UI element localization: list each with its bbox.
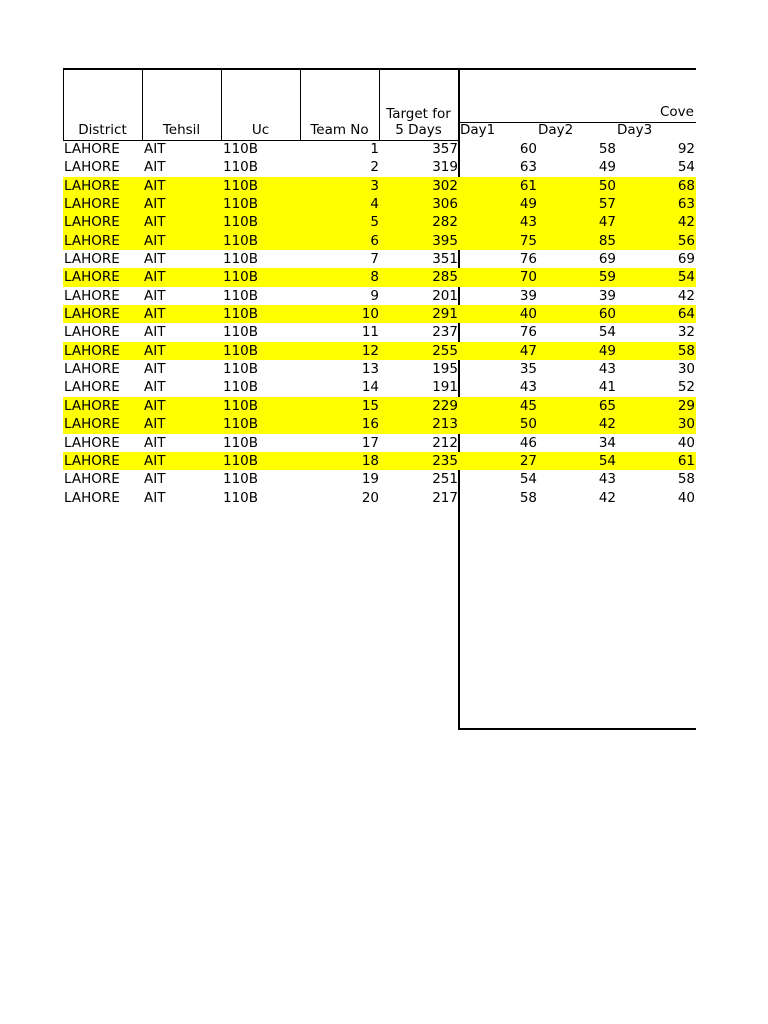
cell-target[interactable]: 235 xyxy=(432,452,458,469)
table-row[interactable] xyxy=(63,489,696,507)
table-row[interactable] xyxy=(63,195,696,213)
table-row[interactable] xyxy=(63,177,696,195)
coverage-bottom-border xyxy=(458,728,696,730)
cell-day2[interactable]: 49 xyxy=(598,159,616,176)
header-target-line1: Target for xyxy=(386,106,451,122)
cell-uc[interactable]: 110B xyxy=(223,251,259,268)
cell-district[interactable]: LAHORE xyxy=(64,141,120,157)
table-row[interactable] xyxy=(63,360,696,378)
cell-target[interactable]: 357 xyxy=(432,141,458,157)
cell-day1[interactable]: 54 xyxy=(519,471,537,488)
header-day2: Day2 xyxy=(538,122,574,138)
cell-target[interactable]: 302 xyxy=(432,177,458,194)
cell-day3[interactable]: 32 xyxy=(677,324,695,341)
cell-day3[interactable]: 92 xyxy=(677,141,695,157)
cell-day3[interactable]: 58 xyxy=(677,342,695,359)
cell-target[interactable]: 306 xyxy=(432,196,458,213)
header-day1: Day1 xyxy=(460,122,496,138)
cell-target[interactable]: 319 xyxy=(432,159,458,176)
cell-day2[interactable]: 42 xyxy=(598,416,616,433)
cell-day3[interactable]: 63 xyxy=(677,196,695,213)
cell-day3[interactable]: 54 xyxy=(677,269,695,286)
cell-tehsil[interactable]: AIT xyxy=(144,141,166,157)
cell-uc[interactable]: 110B xyxy=(223,379,259,396)
cell-day3[interactable]: 58 xyxy=(677,471,695,488)
cell-team-no[interactable]: 8 xyxy=(370,269,379,286)
cell-target[interactable]: 291 xyxy=(432,306,458,323)
cell-tehsil[interactable]: AIT xyxy=(144,471,166,488)
cell-tehsil[interactable]: AIT xyxy=(144,416,166,433)
cell-day2[interactable]: 34 xyxy=(598,434,616,451)
cell-target[interactable]: 201 xyxy=(432,287,458,304)
cell-day3[interactable]: 52 xyxy=(677,379,695,396)
table-row[interactable] xyxy=(63,378,696,396)
cell-district[interactable]: LAHORE xyxy=(64,306,120,323)
cell-team-no[interactable]: 13 xyxy=(361,361,379,378)
cell-team-no[interactable]: 7 xyxy=(370,251,379,268)
cell-uc[interactable]: 110B xyxy=(223,177,259,194)
cell-target[interactable]: 191 xyxy=(432,379,458,396)
cell-day1[interactable]: 40 xyxy=(519,306,537,323)
cell-day2[interactable]: 65 xyxy=(598,397,616,414)
cell-district[interactable]: LAHORE xyxy=(64,342,120,359)
cell-day1[interactable]: 45 xyxy=(519,397,537,414)
cell-day3[interactable]: 40 xyxy=(677,489,695,506)
cell-day1[interactable]: 70 xyxy=(519,269,537,286)
cell-tehsil[interactable]: AIT xyxy=(144,489,166,506)
cell-team-no[interactable]: 19 xyxy=(361,471,379,488)
table-row[interactable] xyxy=(63,452,696,470)
cell-team-no[interactable]: 1 xyxy=(370,141,379,157)
header-tehsil: Tehsil xyxy=(162,122,201,138)
cell-team-no[interactable]: 17 xyxy=(361,434,379,451)
table-row[interactable] xyxy=(63,415,696,433)
cell-day3[interactable]: 42 xyxy=(677,287,695,304)
cell-target[interactable]: 282 xyxy=(432,214,458,231)
cell-tehsil[interactable]: AIT xyxy=(144,379,166,396)
cell-day1[interactable]: 46 xyxy=(519,434,537,451)
cell-team-no[interactable]: 10 xyxy=(361,306,379,323)
table-row[interactable] xyxy=(63,287,696,305)
cell-district[interactable]: LAHORE xyxy=(64,434,120,451)
cell-uc[interactable]: 110B xyxy=(223,489,259,506)
cell-district[interactable]: LAHORE xyxy=(64,416,120,433)
cell-tehsil[interactable]: AIT xyxy=(144,159,166,176)
cell-uc[interactable]: 110B xyxy=(223,361,259,378)
cell-day2[interactable]: 58 xyxy=(598,141,616,157)
cell-team-no[interactable]: 4 xyxy=(370,196,379,213)
cell-team-no[interactable]: 14 xyxy=(361,379,379,396)
cell-tehsil[interactable]: AIT xyxy=(144,324,166,341)
cell-day2[interactable]: 54 xyxy=(598,452,616,469)
cell-day1[interactable]: 35 xyxy=(519,361,537,378)
header-uc: Uc xyxy=(251,122,270,138)
cell-team-no[interactable]: 3 xyxy=(370,177,379,194)
table-row[interactable] xyxy=(63,213,696,231)
cell-target[interactable]: 285 xyxy=(432,269,458,286)
cell-district[interactable]: LAHORE xyxy=(64,324,120,341)
cell-day2[interactable]: 59 xyxy=(598,269,616,286)
cell-uc[interactable]: 110B xyxy=(223,452,259,469)
cell-day2[interactable]: 47 xyxy=(598,214,616,231)
cell-target[interactable]: 351 xyxy=(432,251,458,268)
cell-day3[interactable]: 68 xyxy=(677,177,695,194)
cell-team-no[interactable]: 15 xyxy=(361,397,379,414)
cell-uc[interactable]: 110B xyxy=(223,324,259,341)
cell-uc[interactable]: 110B xyxy=(223,196,259,213)
cell-tehsil[interactable]: AIT xyxy=(144,287,166,304)
cell-district[interactable]: LAHORE xyxy=(64,397,120,414)
table-row[interactable] xyxy=(63,397,696,415)
header-team-no: Team No xyxy=(310,122,369,138)
cell-day2[interactable]: 57 xyxy=(598,196,616,213)
cell-target[interactable]: 229 xyxy=(432,397,458,414)
cell-uc[interactable]: 110B xyxy=(223,434,259,451)
cell-target[interactable]: 217 xyxy=(432,489,458,506)
cell-day1[interactable]: 76 xyxy=(519,324,537,341)
cell-day2[interactable]: 41 xyxy=(598,379,616,396)
cell-target[interactable]: 213 xyxy=(432,416,458,433)
table-row[interactable] xyxy=(63,305,696,323)
cell-tehsil[interactable]: AIT xyxy=(144,269,166,286)
cell-team-no[interactable]: 5 xyxy=(370,214,379,231)
cell-district[interactable]: LAHORE xyxy=(64,489,120,506)
cell-uc[interactable]: 110B xyxy=(223,471,259,488)
cell-team-no[interactable]: 16 xyxy=(361,416,379,433)
cell-district[interactable]: LAHORE xyxy=(64,232,120,249)
cell-team-no[interactable]: 2 xyxy=(370,159,379,176)
cell-district[interactable]: LAHORE xyxy=(64,159,120,176)
cell-day2[interactable]: 60 xyxy=(598,306,616,323)
cell-uc[interactable]: 110B xyxy=(223,214,259,231)
cell-day1[interactable]: 63 xyxy=(519,159,537,176)
cell-uc[interactable]: 110B xyxy=(223,232,259,249)
cell-uc[interactable]: 110B xyxy=(223,306,259,323)
cell-tehsil[interactable]: AIT xyxy=(144,214,166,231)
cell-day2[interactable]: 39 xyxy=(598,287,616,304)
cell-uc[interactable]: 110B xyxy=(223,159,259,176)
cell-day2[interactable]: 54 xyxy=(598,324,616,341)
cell-day2[interactable]: 69 xyxy=(598,251,616,268)
header-coverage: Cove xyxy=(660,104,694,120)
cell-day2[interactable]: 43 xyxy=(598,361,616,378)
cell-district[interactable]: LAHORE xyxy=(64,214,120,231)
cell-tehsil[interactable]: AIT xyxy=(144,177,166,194)
cell-target[interactable]: 195 xyxy=(432,361,458,378)
cell-uc[interactable]: 110B xyxy=(223,141,259,157)
table-row[interactable] xyxy=(63,470,696,488)
cell-district[interactable]: LAHORE xyxy=(64,361,120,378)
cell-district[interactable]: LAHORE xyxy=(64,196,120,213)
cell-day1[interactable]: 43 xyxy=(519,379,537,396)
cell-uc[interactable]: 110B xyxy=(223,269,259,286)
cell-target[interactable]: 251 xyxy=(432,471,458,488)
cell-target[interactable]: 212 xyxy=(432,434,458,451)
cell-district[interactable]: LAHORE xyxy=(64,269,120,286)
cell-tehsil[interactable]: AIT xyxy=(144,232,166,249)
cell-team-no[interactable]: 11 xyxy=(361,324,379,341)
cell-day3[interactable]: 30 xyxy=(677,416,695,433)
cell-team-no[interactable]: 20 xyxy=(361,489,379,506)
cell-target[interactable]: 395 xyxy=(432,232,458,249)
cell-day2[interactable]: 50 xyxy=(598,177,616,194)
cell-day2[interactable]: 42 xyxy=(598,489,616,506)
cell-day3[interactable]: 56 xyxy=(677,232,695,249)
cell-uc[interactable]: 110B xyxy=(223,342,259,359)
cell-team-no[interactable]: 6 xyxy=(370,232,379,249)
cell-day1[interactable]: 76 xyxy=(519,251,537,268)
cell-team-no[interactable]: 18 xyxy=(361,452,379,469)
cell-district[interactable]: LAHORE xyxy=(64,471,120,488)
cell-tehsil[interactable]: AIT xyxy=(144,361,166,378)
cell-tehsil[interactable]: AIT xyxy=(144,251,166,268)
header-target-line2: 5 Days xyxy=(395,122,442,138)
cell-uc[interactable]: 110B xyxy=(223,397,259,414)
cell-district[interactable]: LAHORE xyxy=(64,379,120,396)
cell-district[interactable]: LAHORE xyxy=(64,287,120,304)
cell-day1[interactable]: 50 xyxy=(519,416,537,433)
cell-district[interactable]: LAHORE xyxy=(64,452,120,469)
cell-day2[interactable]: 85 xyxy=(598,232,616,249)
cell-day2[interactable]: 43 xyxy=(598,471,616,488)
cell-day3[interactable]: 42 xyxy=(677,214,695,231)
cell-day1[interactable]: 58 xyxy=(519,489,537,506)
cell-tehsil[interactable]: AIT xyxy=(144,306,166,323)
cell-day3[interactable]: 69 xyxy=(677,251,695,268)
cell-day3[interactable]: 54 xyxy=(677,159,695,176)
cell-tehsil[interactable]: AIT xyxy=(144,342,166,359)
cell-day1[interactable]: 47 xyxy=(519,342,537,359)
cell-day3[interactable]: 61 xyxy=(677,452,695,469)
data-rows xyxy=(63,140,696,507)
cell-day1[interactable]: 61 xyxy=(519,177,537,194)
cell-day3[interactable]: 64 xyxy=(677,306,695,323)
cell-day1[interactable]: 60 xyxy=(519,141,537,157)
table-row[interactable] xyxy=(63,268,696,286)
table-row[interactable] xyxy=(63,250,696,268)
table-row[interactable] xyxy=(63,323,696,341)
table-row[interactable] xyxy=(63,158,696,176)
cell-day1[interactable]: 49 xyxy=(519,196,537,213)
cell-day3[interactable]: 29 xyxy=(677,397,695,414)
cell-day1[interactable]: 39 xyxy=(519,287,537,304)
cell-target[interactable]: 255 xyxy=(432,342,458,359)
cell-day1[interactable]: 27 xyxy=(519,452,537,469)
cell-day2[interactable]: 49 xyxy=(598,342,616,359)
cell-uc[interactable]: 110B xyxy=(223,287,259,304)
cell-day3[interactable]: 30 xyxy=(677,361,695,378)
table-row[interactable] xyxy=(63,232,696,250)
cell-uc[interactable]: 110B xyxy=(223,416,259,433)
cell-day3[interactable]: 40 xyxy=(677,434,695,451)
cell-team-no[interactable]: 12 xyxy=(361,342,379,359)
cell-day1[interactable]: 75 xyxy=(519,232,537,249)
cell-district[interactable]: LAHORE xyxy=(64,251,120,268)
header-district: District xyxy=(78,122,127,138)
table-row[interactable] xyxy=(63,140,696,158)
cell-target[interactable]: 237 xyxy=(432,324,458,341)
cell-day1[interactable]: 43 xyxy=(519,214,537,231)
cell-tehsil[interactable]: AIT xyxy=(144,196,166,213)
cell-tehsil[interactable]: AIT xyxy=(144,452,166,469)
cell-district[interactable]: LAHORE xyxy=(64,177,120,194)
cell-tehsil[interactable]: AIT xyxy=(144,397,166,414)
header-day3: Day3 xyxy=(617,122,653,138)
table-row[interactable] xyxy=(63,342,696,360)
table-row[interactable] xyxy=(63,434,696,452)
cell-tehsil[interactable]: AIT xyxy=(144,434,166,451)
cell-team-no[interactable]: 9 xyxy=(370,287,379,304)
